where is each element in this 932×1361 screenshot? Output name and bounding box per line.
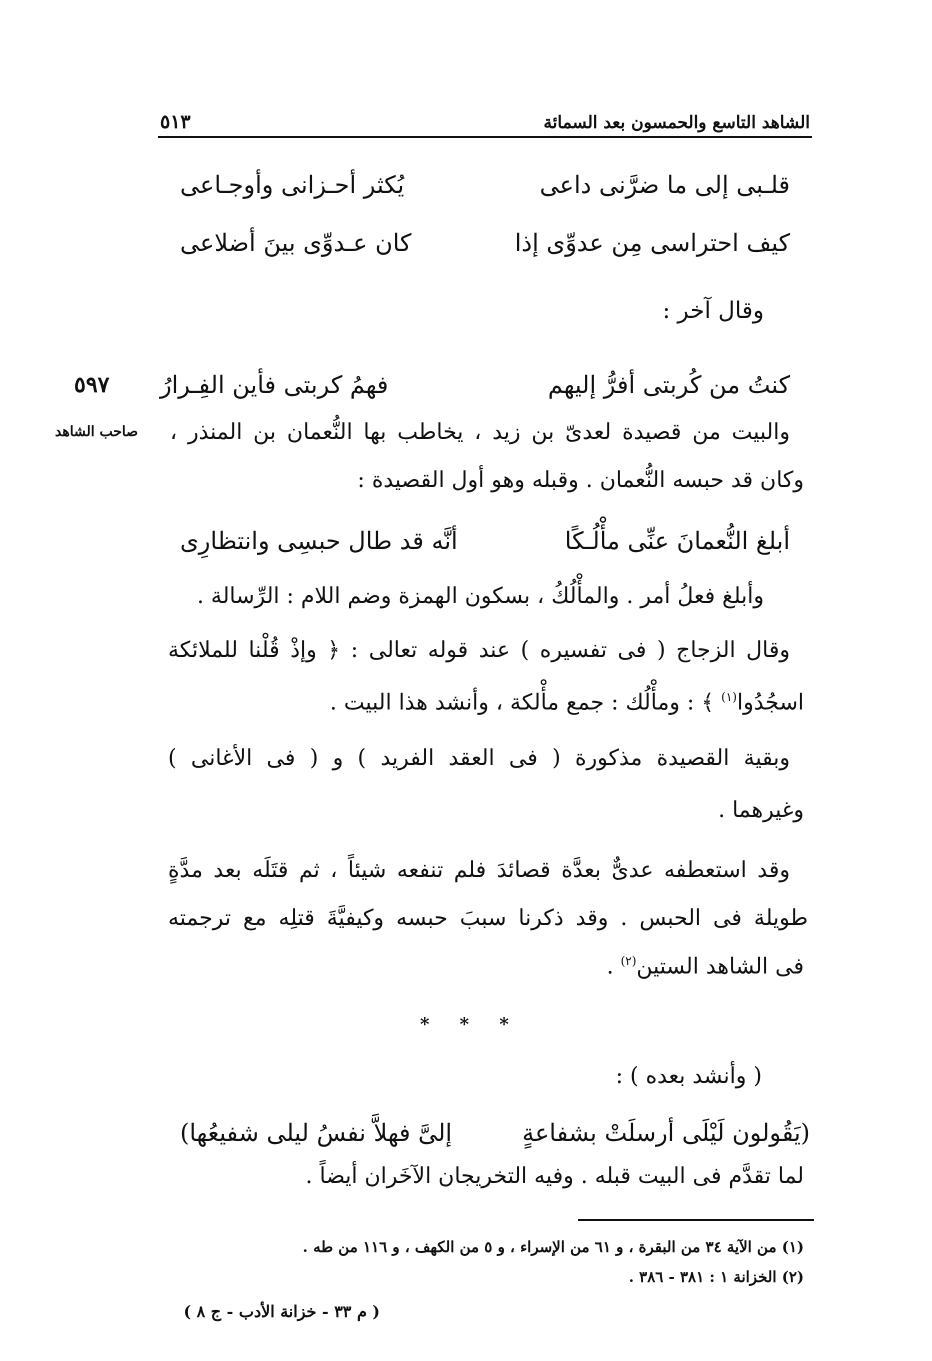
verse-after-second-hemistich: إلىَّ فهلاَّ نفسُ ليلى شفيعُها) <box>180 1119 453 1147</box>
verse-line-1 <box>180 162 790 208</box>
verse-2-second-hemistich: كان عـدوِّى بينَ أضلاعى <box>180 229 412 257</box>
verse-line-2 <box>180 220 790 266</box>
para3-line2 <box>330 690 804 715</box>
shahid-verse <box>160 362 790 408</box>
header-rule <box>158 136 812 138</box>
page-header <box>160 93 810 133</box>
footnote-ref-1: (١) <box>721 690 737 704</box>
signature-line: ( م ٣٣ - خزانة الأدب - ج ٨ ) <box>183 1302 380 1321</box>
footnote-2: (٢) الخزانة ١ : ٣٨١ - ٣٨٦ . <box>628 1268 804 1286</box>
para1-line2: وكان قد حبسه النُّعمان . وقبله وهو أول القصيدة : <box>357 468 804 493</box>
para5-line1: وقد استعطفه عدىٌّ بعدَّة قصائدَ فلم تنفعه شيئاً ، ثم قتَلَه بعد مدَّةٍ <box>168 858 790 883</box>
verse-1-second-hemistich: يُكثر أحـزانى وأوجـاعى <box>180 171 405 199</box>
footnote-1: (١) من الآية ٣٤ من البقرة ، و ٦١ من الإسراء ، و ٥ من الكهف ، و ١١٦ من طه . <box>302 1238 804 1256</box>
verse-after-first-hemistich: (يَقُولون لَيْلَى أرسلَتْ بشفاعةٍ <box>522 1119 810 1147</box>
para6: لما تقدَّم فى البيت قبله . وفيه التخريجان الآخَران أيضاً . <box>305 1164 804 1189</box>
para3-line1: وقال الزجاج ( فى تفسيره ) عند قوله تعالى : ﴿ وإذْ قُلْنا للملائكة <box>168 638 790 663</box>
para3-rest: ﴾ : ومأْلُك : جمع مأْلكة ، وأنشد هذا البيت . <box>329 690 722 716</box>
shahid-first-hemistich: كنتُ من كُربتى أفرُّ إليهم <box>547 371 790 399</box>
running-title: الشاهد التاسع والحمسون بعد السمائة <box>543 113 810 133</box>
verse-before <box>180 518 790 564</box>
quran-word: اسجُدُوا <box>736 690 804 716</box>
intro-other: وقال آخر : <box>662 298 764 324</box>
margin-note: صاحب الشاهد <box>55 424 139 440</box>
verse-2-first-hemistich: كيف احتراسى مِن عدوِّى إذا <box>514 229 790 257</box>
para5-line3-end: . <box>606 954 621 980</box>
para4-line1: وبقية القصيدة مذكورة ( فى العقد الفريد ) و ( فى الأغانى ) <box>168 746 790 771</box>
para5-line3-text: فى الشاهد الستين <box>636 954 804 980</box>
verse-1-first-hemistich: قلـبى إلى ما ضرَّنى داعى <box>539 171 790 199</box>
footnote-ref-2: (٢) <box>620 954 637 968</box>
para2: وأبلغ فعلُ أمر . والمأْلُكُ ، بسكون الهمزة وضم اللام : الرِّسالة . <box>196 584 764 609</box>
footnote-rule <box>578 1219 814 1221</box>
verse-after <box>180 1110 810 1156</box>
page-number: ٥١٣ <box>160 111 191 133</box>
verse-before-first-hemistich: أبلغ النُّعمانَ عنِّى مأْلُـكًا <box>564 527 790 555</box>
para1-line1: والبيت من قصيدة لعدىّ بن زيد ، يخاطب بها النُّعمان بن المنذر ، <box>170 420 790 445</box>
section-separator: * * * <box>420 1014 521 1035</box>
verse-before-second-hemistich: أنَّه قد طال حبسِى وانتظارِى <box>180 527 458 555</box>
para4-line2: وغيرهما . <box>718 798 804 823</box>
para5-line3 <box>607 954 804 979</box>
shahid-number: ٥٩٧ <box>74 372 110 398</box>
intro-after: ( وأنشد بعده ) : <box>615 1064 762 1089</box>
shahid-second-hemistich: فهمُ كربتى فأين الفِـرارُ <box>160 371 389 399</box>
para5-line2: طويلة فى الحبس . وقد ذكرنا سببَ حبسه وكيفيَّةَ قتلِه مع ترجمته <box>168 906 808 931</box>
